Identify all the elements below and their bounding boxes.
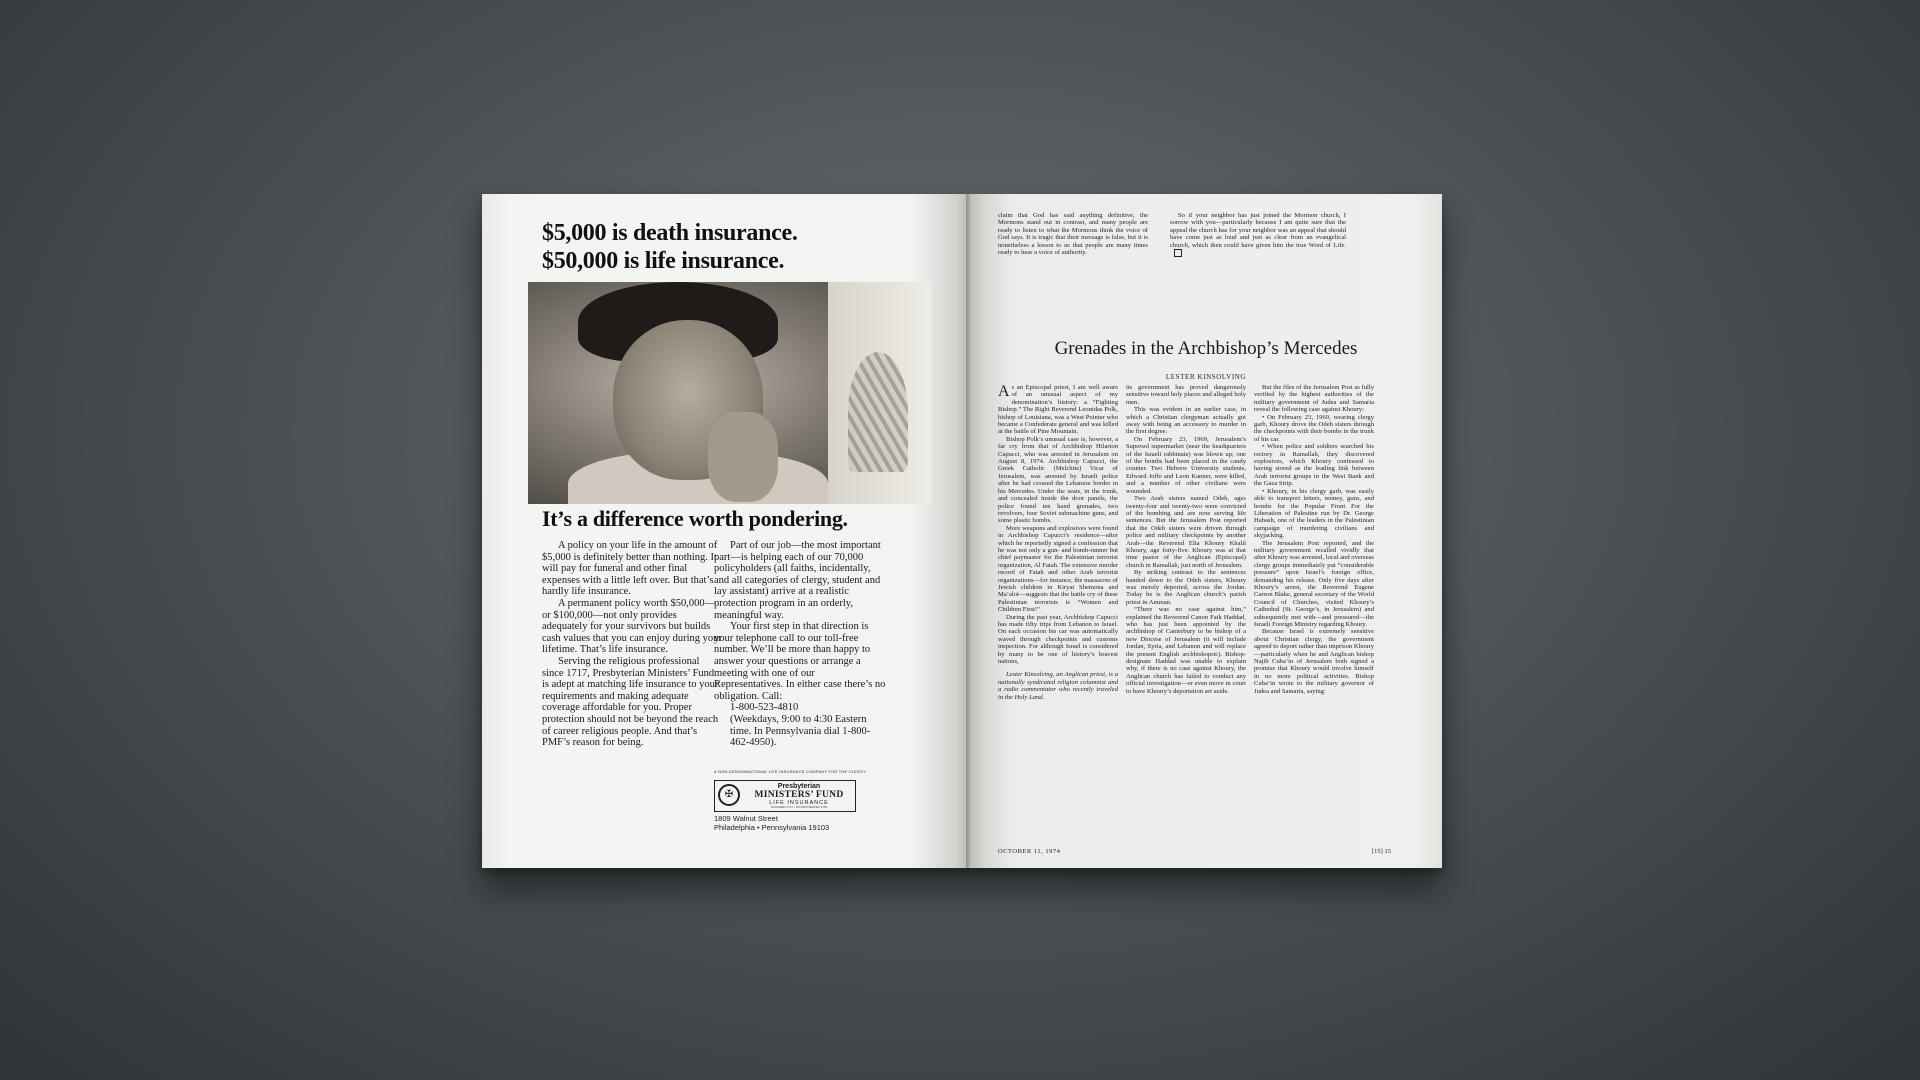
article-paragraph: Because Israel is extremely sensitive about Christian clergy, the government agreed to deport rather than imprison Khoury—particularly when he and Anglican bishop Najib Cuba’in of Jerusalem both signed a promise that Khoury would involve himself in no more political activities. Bishop Cuba’in wrote to the military governor of Judea and Samaria, saying: (1254, 628, 1374, 695)
article-paragraph: This was evident in an earlier case, in which a Christian clergyman actually got away with being an accessory to murder in the first degree. (1126, 406, 1246, 436)
article-title: Grenades in the Archbishop’s Mercedes (1054, 338, 1358, 359)
logo-line-3: LIFE INSURANCE (769, 800, 829, 806)
ad-paragraph: Part of our job—the most important part—is helping each of our 70,000 policyholders (all faiths, incidentally, and all categories of clergy, student and lay assistant) arrive at a realistic protection program in an orderly, meaningful way. (714, 540, 881, 621)
ad-phone-hours: (Weekdays, 9:00 to 4:30 Eastern time. In Pennsylvania dial 1-800-462-4950). (730, 713, 871, 749)
ad-phone-number: 1-800-523-4810 (730, 702, 799, 714)
logo-line-4: FOUNDED 1717 • INCORPORATED 1759 (770, 805, 828, 809)
address-line-1: 1809 Walnut Street (714, 814, 778, 823)
article-paragraph: • When police and soldiers searched his rectory in Ramallah, they discovered explosives, which Khoury confessed to having stored as the leading link between Arab terrorist groups in the West Bank and the Gaza Strip. (1254, 443, 1374, 488)
right-page-article (970, 194, 1442, 868)
previous-article-text: claim that God has said anything definitive, the Mormons stand out in contrast, and many people are ready to listen to what the Mormons think the voice of God says. It is tragic that their message is false, but it is nonetheless a lesson to us that people are many times ready to hear a voice of authority. (998, 212, 1148, 257)
ad-tagline: It’s a difference worth pondering. (542, 506, 848, 531)
article-paragraph: On February 23, 1969, Jerusalem’s Supersol supermarket (near the headquarters of the Israeli rabbinate) was blown up; one of the bombs had been placed in the candy counter. Two Hebrew University students, Edward Joffe and Leon Kanner, were killed, and a number of other civilians were wounded. (1126, 435, 1246, 495)
article-paragraph: The Jerusalem Post reported, and the military government recalled vividly that after Khoury was arrested, local and overseas clergy groups immediately put “considerable pressure” upon Israel’s foreign office, demanding his release. Only five days after Khoury’s arrest, the Reverend Eugene Carson Blake, general secretary of the World Council of Churches, visited Khoury’s Cathedral (St. George’s, in Jerusalem) and subsequently met with—and pressured—the Israeli Foreign Ministry regarding Khoury. (1254, 539, 1374, 628)
article-paragraph: By striking contrast to the sentences handed down to the Odeh sisters, Khoury was merely deported, across the Jordan. Today he is the Anglican church’s parish priest in Amman. (1126, 569, 1246, 606)
drop-cap: A (998, 383, 1010, 400)
page-number: [15] 15 (1372, 848, 1391, 855)
previous-article-text: So if your neighbor has just joined the Mormon church, I sorrow with you—particularly because I am quite sure that the appeal the church has for your neighbor was an appeal that should have come just as loud and just as clear from an evangelical church, which then could have given him the true Word of Life. (1170, 212, 1346, 257)
author-note: Lester Kinsolving, an Anglican priest, is a nationally syndicated religion columnist and a radio commentator who recently traveled in the Holy Land. (998, 671, 1118, 701)
ad-headline (542, 219, 942, 275)
logo-tagline: A NON-DENOMINATIONAL LIFE INSURANCE COMPANY FOR THE CLERGY (714, 769, 867, 774)
logo-line-1: Presbyterian (777, 783, 821, 790)
article-paragraph: • Khoury, in his clergy garb, was easily able to transport letters, money, guns, and bombs for the Popular Front For the Liberation of Palestine run by Dr. George Habash, one of the leaders in the Palestinian campaign of murdering civilians and skyjacking. (1254, 487, 1374, 540)
article-paragraph: But the files of the Jerusalem Post as fully verified by the highest authorities of the military government of Judea and Samaria reveal the following case against Khoury: (1254, 384, 1374, 414)
article-paragraph: As an Episcopal priest, I am well aware of an unusual aspect of my denomination’s history: a “Fighting Bishop.” The Right Reverend Leonidas Polk, bishop of Louisiana, was a West Pointer who became a Confederate general and was killed at the battle of Pine Mountain. (998, 383, 1118, 436)
ad-photo-man-portrait (528, 282, 932, 504)
previous-article-column-2 (1170, 212, 1346, 257)
address-line-2: Philadelphia • Pennsylvania 19103 (714, 823, 830, 832)
logo-line-2: MINISTERS’ FUND (754, 790, 844, 800)
ad-headline-line-1: $5,000 is death insurance. (542, 220, 798, 246)
page-footer-date: OCTOBER 11, 1974 (998, 848, 1061, 855)
ad-headline-line-2: $50,000 is life insurance. (542, 248, 785, 274)
article-paragraph: • On February 23, 1969, wearing clergy garb, Khoury drove the Odeh sisters through the checkpoints with their bombs in the trunk of his car. (1254, 413, 1374, 443)
ad-body-column-1 (542, 540, 722, 749)
article-column-2 (1126, 384, 1246, 695)
end-mark-icon (1174, 249, 1182, 257)
ad-paragraph: A permanent policy worth $50,000—or $100,000—not only provides adequately for your survivors but builds cash values that you can enjoy during your lifetime. That’s life insurance. (542, 597, 722, 656)
article-paragraph: its government has proved dangerously sensitive toward holy places and alleged holy men. (1126, 384, 1246, 406)
seal-icon: ✠ (718, 784, 740, 806)
left-page-advertisement (482, 194, 970, 868)
pmf-logo (714, 774, 854, 812)
ad-paragraph: A policy on your life in the amount of $5,000 is definitely better than nothing. It will pay for funeral and other final expenses with a little left over. But that’s hardly life insurance. (542, 540, 718, 598)
article-paragraph: “There was no case against him,” explained the Reverend Canon Faik Haddad, who has just been appointed by the archbishop of Canterbury to be bishop of a new Diocese of Jerusalem (it will include Jordan, Syria, and Lebanon and will replace the present English archbishopric). Bishop-designate Haddad was unable to explain why, if there is no case against Khoury, the Anglican church has failed to conduct any official investigation—or even move in court to have Khoury’s deportation set aside. (1126, 606, 1246, 695)
magazine-spread (482, 194, 1442, 868)
article-paragraph: Two Arab sisters named Odeh, ages twenty-four and twenty-two were convicted of the bombing and are now serving life sentences. But the Jerusalem Post reported that the Odeh sisters were driven through police and military checkpoints by another Arab—the Reverend Elia Khoury Khalil Khoury, age forty-five. Khoury was at that time pastor of the Anglican (Episcopal) church in Ramallah, just north of Jerusalem. (1126, 495, 1246, 569)
ad-paragraph: Serving the religious professional since 1717, Presbyterian Ministers’ Fund is adept at matching life insurance to your requirements and making adequate coverage affordable for you. Proper protection should not be beyond the reach of career religious people. And that’s PMF’s reason for being. (542, 655, 719, 749)
article-paragraph: During the past year, Archbishop Capucci has made fifty trips from Lebanon to Israel. On each occasion his car was automatically waved through checkpoints and customs inspection. For although Israel is considered by many to be one of history’s bravest nations, (998, 613, 1118, 666)
article-column-3 (1254, 384, 1374, 695)
article-paragraph: More weapons and explosives were found in Archbishop Capucci’s residence—after which he reportedly signed a confession that he was not only a gun- and bomb-runner but chief paymaster for the Palestinian terrorist organization, Al Fatah. The extensive murder record of Fatah and other Arab terrorist organizations—for instance, the massacres of Jewish children in Kiryat Shemona and Ma’alot—suggests that the battle cry of these Palestinian terrorists is “Women and Children First!” (998, 524, 1118, 614)
article-paragraph: Bishop Polk’s unusual case is, however, a far cry from that of Archbishop Hilarion Capucci, who was arrested in Jerusalem on August 8, 1974. Archbishop Capucci, the Greek Catholic (Melchite) Vicar of Jerusalem, was arrested by Israeli police after he had crossed the Lebanese border in his Mercedes. Under the seats, in the trunk, and concealed inside the door panels, the police found ten hand grenades, two revolvers, four Soviet submachine guns, and some plastic bombs. (998, 435, 1118, 525)
ad-paragraph: Your first step in that direction is your telephone call to our toll-free number. We’ll be more than happy to answer your questions or arrange a meeting with one of our Representatives. In either case there’s no obligation. Call: (714, 621, 886, 702)
ad-body-column-2 (714, 540, 886, 749)
article-byline: LESTER KINSOLVING (1165, 373, 1247, 381)
previous-article-column-1 (998, 212, 1148, 256)
article-column-1 (998, 384, 1118, 701)
ad-address (714, 814, 829, 832)
